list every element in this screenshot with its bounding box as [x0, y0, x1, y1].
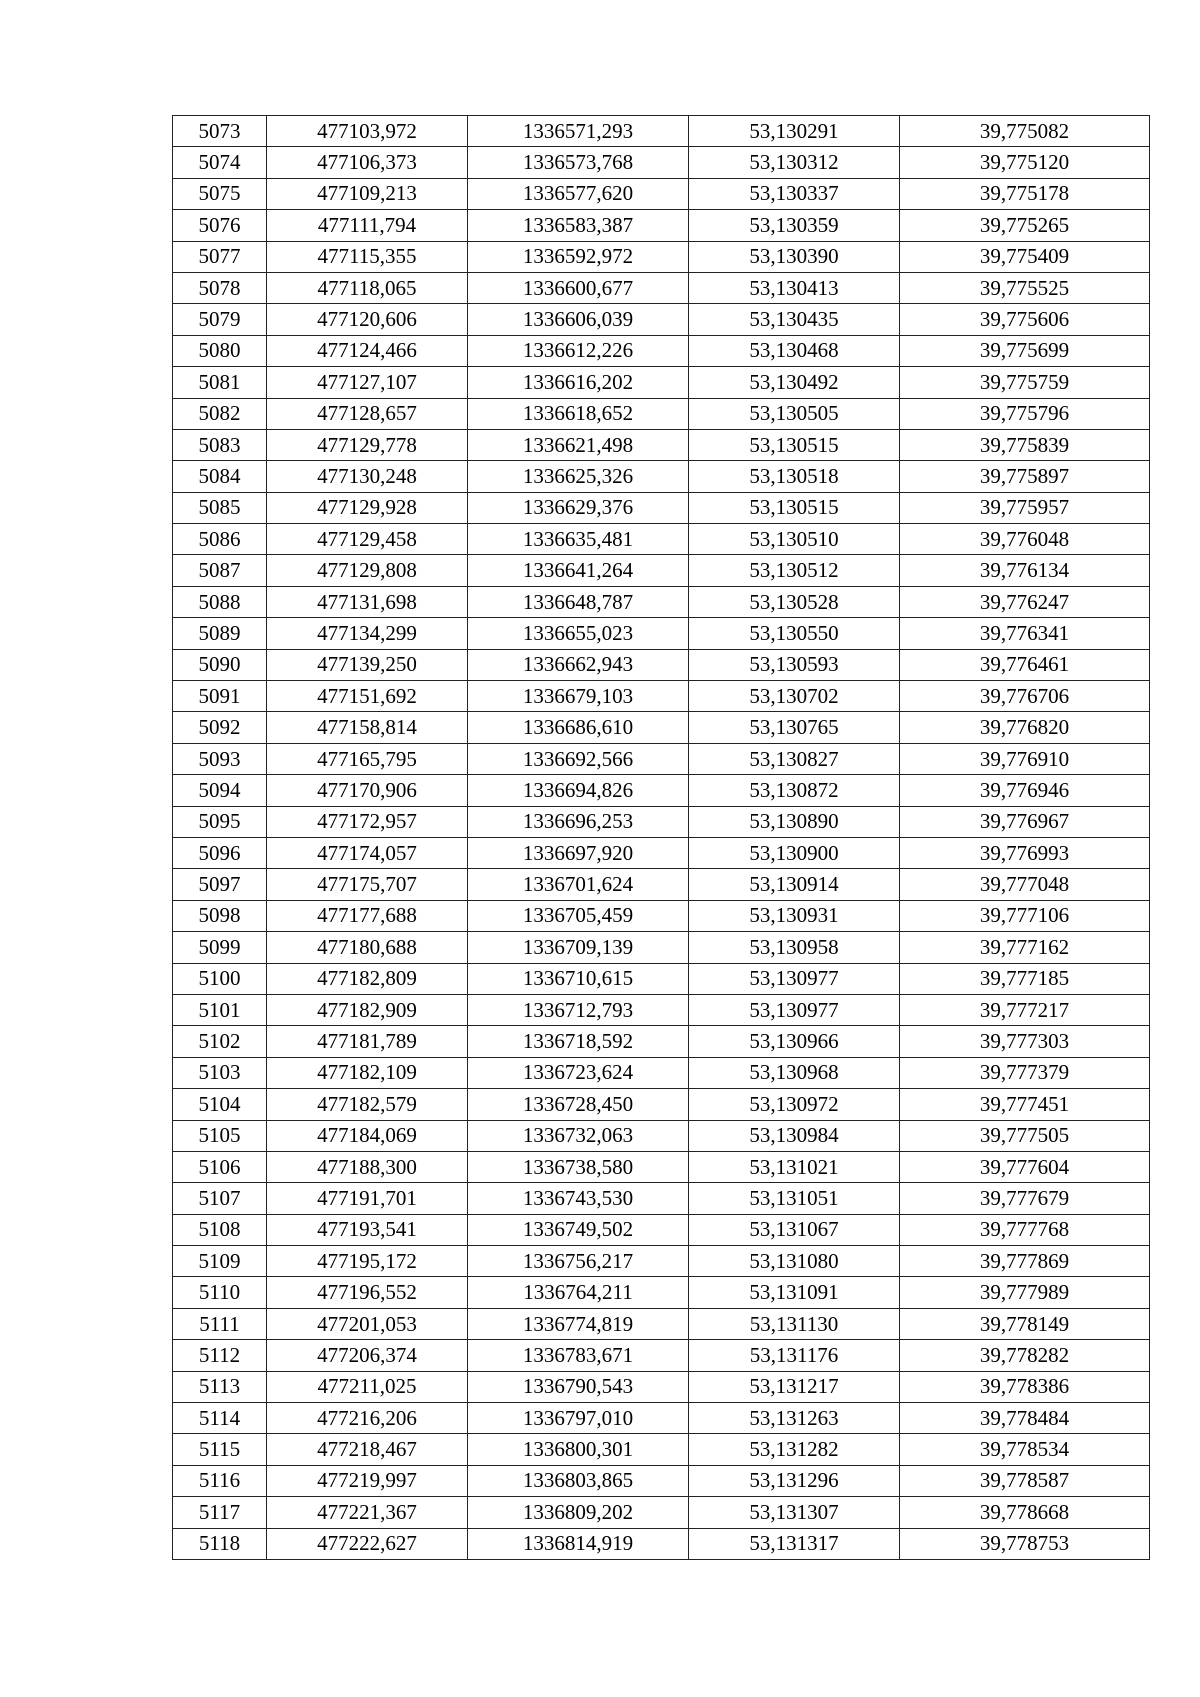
x-coordinate-cell: 477170,906	[267, 775, 468, 806]
coordinates-table-body	[173, 116, 1150, 1560]
point-number-cell: 5093	[173, 743, 267, 774]
y-coordinate-cell: 1336718,592	[468, 1026, 689, 1057]
x-coordinate-cell: 477130,248	[267, 461, 468, 492]
latitude-cell: 53,130390	[689, 241, 900, 272]
table-row	[173, 1497, 1150, 1528]
latitude-cell: 53,130900	[689, 837, 900, 868]
latitude-cell: 53,131130	[689, 1308, 900, 1339]
longitude-cell: 39,778484	[900, 1403, 1150, 1434]
point-number-cell: 5100	[173, 963, 267, 994]
y-coordinate-cell: 1336616,202	[468, 367, 689, 398]
x-coordinate-cell: 477111,794	[267, 210, 468, 241]
latitude-cell: 53,130515	[689, 492, 900, 523]
latitude-cell: 53,130765	[689, 712, 900, 743]
longitude-cell: 39,777869	[900, 1246, 1150, 1277]
x-coordinate-cell: 477222,627	[267, 1528, 468, 1559]
x-coordinate-cell: 477131,698	[267, 586, 468, 617]
x-coordinate-cell: 477103,972	[267, 116, 468, 147]
x-coordinate-cell: 477174,057	[267, 837, 468, 868]
latitude-cell: 53,131282	[689, 1434, 900, 1465]
y-coordinate-cell: 1336621,498	[468, 429, 689, 460]
latitude-cell: 53,130972	[689, 1089, 900, 1120]
longitude-cell: 39,776946	[900, 775, 1150, 806]
latitude-cell: 53,131317	[689, 1528, 900, 1559]
longitude-cell: 39,777106	[900, 900, 1150, 931]
x-coordinate-cell: 477177,688	[267, 900, 468, 931]
point-number-cell: 5082	[173, 398, 267, 429]
x-coordinate-cell: 477139,250	[267, 649, 468, 680]
latitude-cell: 53,130492	[689, 367, 900, 398]
point-number-cell: 5112	[173, 1340, 267, 1371]
y-coordinate-cell: 1336814,919	[468, 1528, 689, 1559]
longitude-cell: 39,776048	[900, 524, 1150, 555]
point-number-cell: 5094	[173, 775, 267, 806]
point-number-cell: 5114	[173, 1403, 267, 1434]
latitude-cell: 53,130968	[689, 1057, 900, 1088]
x-coordinate-cell: 477165,795	[267, 743, 468, 774]
x-coordinate-cell: 477115,355	[267, 241, 468, 272]
longitude-cell: 39,777604	[900, 1151, 1150, 1182]
longitude-cell: 39,777679	[900, 1183, 1150, 1214]
table-row	[173, 837, 1150, 868]
latitude-cell: 53,130550	[689, 618, 900, 649]
longitude-cell: 39,776910	[900, 743, 1150, 774]
y-coordinate-cell: 1336641,264	[468, 555, 689, 586]
x-coordinate-cell: 477216,206	[267, 1403, 468, 1434]
coordinates-table	[172, 115, 1150, 1560]
latitude-cell: 53,130435	[689, 304, 900, 335]
latitude-cell: 53,130977	[689, 994, 900, 1025]
longitude-cell: 39,775178	[900, 178, 1150, 209]
point-number-cell: 5108	[173, 1214, 267, 1245]
table-row	[173, 869, 1150, 900]
y-coordinate-cell: 1336743,530	[468, 1183, 689, 1214]
longitude-cell: 39,775897	[900, 461, 1150, 492]
latitude-cell: 53,130505	[689, 398, 900, 429]
point-number-cell: 5098	[173, 900, 267, 931]
point-number-cell: 5088	[173, 586, 267, 617]
x-coordinate-cell: 477118,065	[267, 272, 468, 303]
latitude-cell: 53,131307	[689, 1497, 900, 1528]
point-number-cell: 5113	[173, 1371, 267, 1402]
point-number-cell: 5080	[173, 335, 267, 366]
y-coordinate-cell: 1336583,387	[468, 210, 689, 241]
y-coordinate-cell: 1336577,620	[468, 178, 689, 209]
table-row	[173, 429, 1150, 460]
latitude-cell: 53,130914	[689, 869, 900, 900]
table-row	[173, 1371, 1150, 1402]
y-coordinate-cell: 1336655,023	[468, 618, 689, 649]
longitude-cell: 39,777768	[900, 1214, 1150, 1245]
y-coordinate-cell: 1336800,301	[468, 1434, 689, 1465]
longitude-cell: 39,777989	[900, 1277, 1150, 1308]
longitude-cell: 39,777505	[900, 1120, 1150, 1151]
latitude-cell: 53,130312	[689, 147, 900, 178]
point-number-cell: 5110	[173, 1277, 267, 1308]
table-row	[173, 1057, 1150, 1088]
longitude-cell: 39,777185	[900, 963, 1150, 994]
table-row	[173, 1340, 1150, 1371]
x-coordinate-cell: 477151,692	[267, 681, 468, 712]
point-number-cell: 5099	[173, 932, 267, 963]
point-number-cell: 5106	[173, 1151, 267, 1182]
longitude-cell: 39,778668	[900, 1497, 1150, 1528]
y-coordinate-cell: 1336592,972	[468, 241, 689, 272]
x-coordinate-cell: 477211,025	[267, 1371, 468, 1402]
table-row	[173, 743, 1150, 774]
longitude-cell: 39,776247	[900, 586, 1150, 617]
y-coordinate-cell: 1336692,566	[468, 743, 689, 774]
x-coordinate-cell: 477106,373	[267, 147, 468, 178]
table-row	[173, 1465, 1150, 1496]
latitude-cell: 53,130413	[689, 272, 900, 303]
point-number-cell: 5097	[173, 869, 267, 900]
point-number-cell: 5085	[173, 492, 267, 523]
table-row	[173, 586, 1150, 617]
point-number-cell: 5117	[173, 1497, 267, 1528]
y-coordinate-cell: 1336618,652	[468, 398, 689, 429]
table-row	[173, 618, 1150, 649]
x-coordinate-cell: 477196,552	[267, 1277, 468, 1308]
x-coordinate-cell: 477128,657	[267, 398, 468, 429]
table-row	[173, 775, 1150, 806]
longitude-cell: 39,776820	[900, 712, 1150, 743]
point-number-cell: 5091	[173, 681, 267, 712]
x-coordinate-cell: 477129,458	[267, 524, 468, 555]
latitude-cell: 53,130827	[689, 743, 900, 774]
point-number-cell: 5118	[173, 1528, 267, 1559]
table-row	[173, 900, 1150, 931]
y-coordinate-cell: 1336648,787	[468, 586, 689, 617]
y-coordinate-cell: 1336749,502	[468, 1214, 689, 1245]
x-coordinate-cell: 477182,909	[267, 994, 468, 1025]
latitude-cell: 53,130518	[689, 461, 900, 492]
table-row	[173, 1214, 1150, 1245]
latitude-cell: 53,130872	[689, 775, 900, 806]
x-coordinate-cell: 477134,299	[267, 618, 468, 649]
longitude-cell: 39,775699	[900, 335, 1150, 366]
point-number-cell: 5084	[173, 461, 267, 492]
table-row	[173, 1434, 1150, 1465]
latitude-cell: 53,130958	[689, 932, 900, 963]
y-coordinate-cell: 1336600,677	[468, 272, 689, 303]
latitude-cell: 53,130593	[689, 649, 900, 680]
x-coordinate-cell: 477172,957	[267, 806, 468, 837]
x-coordinate-cell: 477129,778	[267, 429, 468, 460]
y-coordinate-cell: 1336694,826	[468, 775, 689, 806]
table-row	[173, 524, 1150, 555]
point-number-cell: 5107	[173, 1183, 267, 1214]
x-coordinate-cell: 477124,466	[267, 335, 468, 366]
point-number-cell: 5103	[173, 1057, 267, 1088]
table-row	[173, 1183, 1150, 1214]
table-row	[173, 398, 1150, 429]
longitude-cell: 39,778753	[900, 1528, 1150, 1559]
longitude-cell: 39,778149	[900, 1308, 1150, 1339]
table-row	[173, 712, 1150, 743]
y-coordinate-cell: 1336803,865	[468, 1465, 689, 1496]
latitude-cell: 53,130977	[689, 963, 900, 994]
latitude-cell: 53,130337	[689, 178, 900, 209]
longitude-cell: 39,776461	[900, 649, 1150, 680]
y-coordinate-cell: 1336809,202	[468, 1497, 689, 1528]
point-number-cell: 5096	[173, 837, 267, 868]
x-coordinate-cell: 477193,541	[267, 1214, 468, 1245]
latitude-cell: 53,131021	[689, 1151, 900, 1182]
latitude-cell: 53,131217	[689, 1371, 900, 1402]
latitude-cell: 53,130512	[689, 555, 900, 586]
longitude-cell: 39,775606	[900, 304, 1150, 335]
point-number-cell: 5111	[173, 1308, 267, 1339]
point-number-cell: 5087	[173, 555, 267, 586]
latitude-cell: 53,131051	[689, 1183, 900, 1214]
y-coordinate-cell: 1336629,376	[468, 492, 689, 523]
longitude-cell: 39,775082	[900, 116, 1150, 147]
longitude-cell: 39,775525	[900, 272, 1150, 303]
table-row	[173, 555, 1150, 586]
latitude-cell: 53,131296	[689, 1465, 900, 1496]
x-coordinate-cell: 477158,814	[267, 712, 468, 743]
point-number-cell: 5074	[173, 147, 267, 178]
latitude-cell: 53,130468	[689, 335, 900, 366]
table-row	[173, 806, 1150, 837]
table-row	[173, 461, 1150, 492]
point-number-cell: 5081	[173, 367, 267, 398]
table-row	[173, 1308, 1150, 1339]
latitude-cell: 53,130966	[689, 1026, 900, 1057]
x-coordinate-cell: 477182,809	[267, 963, 468, 994]
y-coordinate-cell: 1336571,293	[468, 116, 689, 147]
y-coordinate-cell: 1336797,010	[468, 1403, 689, 1434]
longitude-cell: 39,778282	[900, 1340, 1150, 1371]
table-row	[173, 335, 1150, 366]
x-coordinate-cell: 477180,688	[267, 932, 468, 963]
point-number-cell: 5073	[173, 116, 267, 147]
y-coordinate-cell: 1336696,253	[468, 806, 689, 837]
x-coordinate-cell: 477201,053	[267, 1308, 468, 1339]
longitude-cell: 39,775120	[900, 147, 1150, 178]
x-coordinate-cell: 477182,579	[267, 1089, 468, 1120]
table-row	[173, 1151, 1150, 1182]
latitude-cell: 53,130984	[689, 1120, 900, 1151]
table-row	[173, 1246, 1150, 1277]
table-row	[173, 116, 1150, 147]
longitude-cell: 39,778386	[900, 1371, 1150, 1402]
table-row	[173, 649, 1150, 680]
x-coordinate-cell: 477184,069	[267, 1120, 468, 1151]
point-number-cell: 5109	[173, 1246, 267, 1277]
table-row	[173, 1403, 1150, 1434]
x-coordinate-cell: 477129,808	[267, 555, 468, 586]
point-number-cell: 5104	[173, 1089, 267, 1120]
y-coordinate-cell: 1336732,063	[468, 1120, 689, 1151]
longitude-cell: 39,777162	[900, 932, 1150, 963]
table-row	[173, 367, 1150, 398]
latitude-cell: 53,130890	[689, 806, 900, 837]
y-coordinate-cell: 1336764,211	[468, 1277, 689, 1308]
table-row	[173, 1528, 1150, 1559]
point-number-cell: 5095	[173, 806, 267, 837]
latitude-cell: 53,130515	[689, 429, 900, 460]
longitude-cell: 39,775759	[900, 367, 1150, 398]
point-number-cell: 5115	[173, 1434, 267, 1465]
table-row	[173, 210, 1150, 241]
point-number-cell: 5079	[173, 304, 267, 335]
x-coordinate-cell: 477182,109	[267, 1057, 468, 1088]
point-number-cell: 5086	[173, 524, 267, 555]
table-row	[173, 932, 1150, 963]
y-coordinate-cell: 1336679,103	[468, 681, 689, 712]
y-coordinate-cell: 1336712,793	[468, 994, 689, 1025]
y-coordinate-cell: 1336606,039	[468, 304, 689, 335]
y-coordinate-cell: 1336783,671	[468, 1340, 689, 1371]
longitude-cell: 39,776967	[900, 806, 1150, 837]
latitude-cell: 53,130291	[689, 116, 900, 147]
longitude-cell: 39,775265	[900, 210, 1150, 241]
table-row	[173, 681, 1150, 712]
y-coordinate-cell: 1336662,943	[468, 649, 689, 680]
longitude-cell: 39,776134	[900, 555, 1150, 586]
latitude-cell: 53,131080	[689, 1246, 900, 1277]
longitude-cell: 39,777048	[900, 869, 1150, 900]
latitude-cell: 53,130702	[689, 681, 900, 712]
latitude-cell: 53,131091	[689, 1277, 900, 1308]
longitude-cell: 39,777303	[900, 1026, 1150, 1057]
latitude-cell: 53,130359	[689, 210, 900, 241]
x-coordinate-cell: 477129,928	[267, 492, 468, 523]
y-coordinate-cell: 1336697,920	[468, 837, 689, 868]
x-coordinate-cell: 477191,701	[267, 1183, 468, 1214]
x-coordinate-cell: 477219,997	[267, 1465, 468, 1496]
longitude-cell: 39,775839	[900, 429, 1150, 460]
y-coordinate-cell: 1336612,226	[468, 335, 689, 366]
longitude-cell: 39,775796	[900, 398, 1150, 429]
x-coordinate-cell: 477221,367	[267, 1497, 468, 1528]
table-row	[173, 1120, 1150, 1151]
longitude-cell: 39,776993	[900, 837, 1150, 868]
point-number-cell: 5090	[173, 649, 267, 680]
longitude-cell: 39,776341	[900, 618, 1150, 649]
point-number-cell: 5078	[173, 272, 267, 303]
point-number-cell: 5075	[173, 178, 267, 209]
x-coordinate-cell: 477109,213	[267, 178, 468, 209]
x-coordinate-cell: 477175,707	[267, 869, 468, 900]
table-row	[173, 178, 1150, 209]
x-coordinate-cell: 477127,107	[267, 367, 468, 398]
latitude-cell: 53,130931	[689, 900, 900, 931]
point-number-cell: 5092	[173, 712, 267, 743]
y-coordinate-cell: 1336723,624	[468, 1057, 689, 1088]
y-coordinate-cell: 1336705,459	[468, 900, 689, 931]
table-row	[173, 1089, 1150, 1120]
table-row	[173, 994, 1150, 1025]
x-coordinate-cell: 477181,789	[267, 1026, 468, 1057]
y-coordinate-cell: 1336790,543	[468, 1371, 689, 1402]
x-coordinate-cell: 477188,300	[267, 1151, 468, 1182]
x-coordinate-cell: 477218,467	[267, 1434, 468, 1465]
x-coordinate-cell: 477206,374	[267, 1340, 468, 1371]
table-row	[173, 1026, 1150, 1057]
longitude-cell: 39,777379	[900, 1057, 1150, 1088]
latitude-cell: 53,130528	[689, 586, 900, 617]
y-coordinate-cell: 1336738,580	[468, 1151, 689, 1182]
table-row	[173, 147, 1150, 178]
y-coordinate-cell: 1336701,624	[468, 869, 689, 900]
y-coordinate-cell: 1336728,450	[468, 1089, 689, 1120]
point-number-cell: 5102	[173, 1026, 267, 1057]
longitude-cell: 39,776706	[900, 681, 1150, 712]
y-coordinate-cell: 1336710,615	[468, 963, 689, 994]
table-row	[173, 272, 1150, 303]
longitude-cell: 39,778534	[900, 1434, 1150, 1465]
latitude-cell: 53,131176	[689, 1340, 900, 1371]
longitude-cell: 39,775957	[900, 492, 1150, 523]
point-number-cell: 5089	[173, 618, 267, 649]
longitude-cell: 39,777451	[900, 1089, 1150, 1120]
x-coordinate-cell: 477195,172	[267, 1246, 468, 1277]
latitude-cell: 53,130510	[689, 524, 900, 555]
table-row	[173, 1277, 1150, 1308]
x-coordinate-cell: 477120,606	[267, 304, 468, 335]
y-coordinate-cell: 1336573,768	[468, 147, 689, 178]
longitude-cell: 39,775409	[900, 241, 1150, 272]
table-row	[173, 492, 1150, 523]
y-coordinate-cell: 1336774,819	[468, 1308, 689, 1339]
table-row	[173, 241, 1150, 272]
y-coordinate-cell: 1336635,481	[468, 524, 689, 555]
point-number-cell: 5105	[173, 1120, 267, 1151]
point-number-cell: 5077	[173, 241, 267, 272]
table-row	[173, 304, 1150, 335]
point-number-cell: 5076	[173, 210, 267, 241]
latitude-cell: 53,131263	[689, 1403, 900, 1434]
longitude-cell: 39,778587	[900, 1465, 1150, 1496]
table-row	[173, 963, 1150, 994]
point-number-cell: 5101	[173, 994, 267, 1025]
longitude-cell: 39,777217	[900, 994, 1150, 1025]
point-number-cell: 5083	[173, 429, 267, 460]
y-coordinate-cell: 1336625,326	[468, 461, 689, 492]
y-coordinate-cell: 1336686,610	[468, 712, 689, 743]
y-coordinate-cell: 1336756,217	[468, 1246, 689, 1277]
y-coordinate-cell: 1336709,139	[468, 932, 689, 963]
latitude-cell: 53,131067	[689, 1214, 900, 1245]
point-number-cell: 5116	[173, 1465, 267, 1496]
